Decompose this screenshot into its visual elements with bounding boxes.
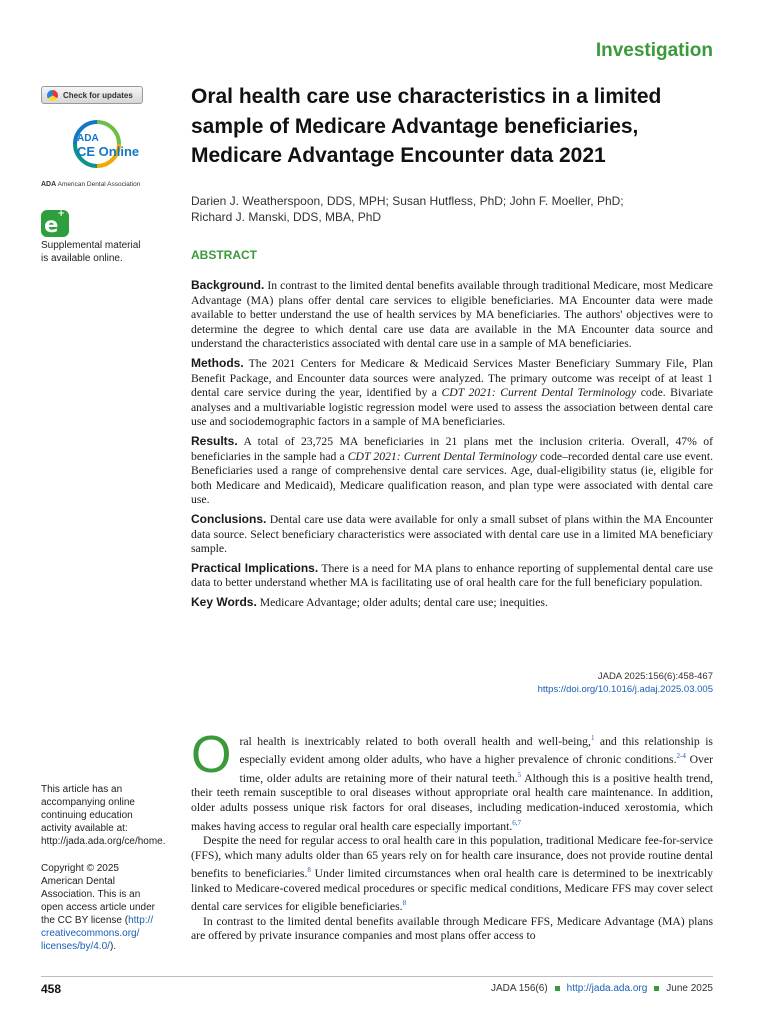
body-text: In contrast to the limited dental benefits available through Medicare FFS, Medicare Advantage (MA) plans are offered by private insurance companies and most plans offer access to: [191, 914, 713, 943]
license-close: ).: [109, 941, 117, 952]
license-link[interactable]: creativecommons.org/: [41, 928, 140, 939]
body-paragraph: [191, 726, 713, 834]
practical-label: Practical Implications.: [191, 560, 319, 575]
conclusions-label: Conclusions.: [191, 511, 267, 526]
abstract: [191, 278, 713, 614]
section-label: Investigation: [595, 40, 713, 61]
supplemental-material-icon[interactable]: [41, 210, 69, 237]
copyright-line: American Dental: [41, 876, 115, 887]
copyright-line: [41, 940, 171, 953]
ada-association-name: American Dental Association: [57, 181, 141, 188]
license-link[interactable]: http://: [128, 915, 154, 926]
bullet-square-icon: [654, 986, 659, 991]
reference-link[interactable]: 5: [517, 770, 522, 779]
copyright-line-text: the CC BY license (: [41, 915, 129, 926]
authors-line: Darien J. Weatherspoon, DDS, MPH; Susan Hutfless, PhD; John F. Moeller, PhD;: [191, 194, 624, 208]
supplemental-line: Supplemental material: [41, 240, 141, 251]
reference-link[interactable]: 1: [590, 734, 595, 742]
results-text-cont: code–recorded dental care use event. Beneficiaries used a range of comprehensive dental care services. Age, dual-eligibility status (ie, eligible for both Medicare and Medicaid), Medicare qualification reason, and plan type were associated with dental care use.: [191, 449, 713, 507]
license-link[interactable]: licenses/by/4.0/: [41, 941, 110, 952]
footer-url-link[interactable]: http://jada.ada.org: [566, 983, 648, 994]
abstract-background: [191, 278, 713, 352]
background-label: Background.: [191, 278, 265, 292]
check-for-updates-button[interactable]: [41, 86, 143, 104]
methods-label: Methods.: [191, 355, 244, 370]
methods-italic: CDT 2021: Current Dental Terminology: [441, 386, 637, 400]
conclusions-text: Dental care use data were available for only a small subset of plans within the MA Encounter data source. Select beneficiary characteristics were associated with dental care use in a limited MA beneficiary sample.: [191, 512, 713, 556]
body-text: Under limited circumstances when oral health care is determined to be inextricably linked to Medicare-covered medical procedures or specific medical conditions, Medicare FFS may cover select dental care services for eligible beneficiaries.: [191, 867, 713, 914]
citation-block: [538, 670, 713, 696]
body-text: and this relationship is especially evident among older adults, who have a higher prevalence of chronic conditions.: [239, 734, 713, 767]
background-text: In contrast to the limited dental benefits available through traditional Medicare, most Medicare Advantage (MA) plans offer dental care services to eligible beneficiaries. MA Encounter data were made available to better understand the use of health services by MA beneficiaries. The authors' objectives were to determine the degree to which dental care use data are available in the MA Encounter data source and understand the characteristics associated with dental care use in a sample of MA beneficiaries.: [191, 279, 713, 351]
drop-cap: O: [191, 726, 232, 784]
copyright-line: Copyright © 2025: [41, 863, 119, 874]
results-label: Results.: [191, 433, 238, 448]
authors-line: Richard J. Manski, DDS, MBA, PhD: [191, 210, 382, 224]
methods-text: The 2021 Centers for Medicare & Medicaid Services Master Beneficiary Summary File, Plan Benefit Package, and Encounter data sources were analyzed. The primary outcome was receipt of at least 1 dental care service during the year, identified by a: [191, 356, 713, 400]
copyright-line: [41, 914, 171, 927]
keywords-label: Key Words.: [191, 594, 257, 609]
ce-activity-note: [41, 783, 171, 848]
article-body: [191, 726, 713, 944]
copyright-note: [41, 862, 171, 953]
footer-date: June 2025: [666, 983, 713, 994]
ce-note-line: This article has an: [41, 784, 123, 795]
results-text: A total of 23,725 MA beneficiaries in 21 plans met the inclusion criteria. Overall, 47% of beneficiaries in the sample had a: [191, 434, 714, 463]
reference-link[interactable]: 6,7: [512, 818, 522, 827]
abstract-keywords: [191, 595, 713, 611]
check-updates-label: Check for updates: [63, 90, 133, 100]
reference-link[interactable]: 8: [402, 899, 407, 908]
journal-reference: JADA 2025:156(6):458-467: [597, 671, 713, 682]
reference-link[interactable]: 8: [307, 866, 311, 875]
ce-note-line: continuing education: [41, 810, 133, 821]
ce-note-line[interactable]: http://jada.ada.org/ce/home.: [41, 836, 166, 847]
author-list: [191, 193, 721, 225]
article-title: Oral health care use characteristics in a limited sample of Medicare Advantage beneficiaries, Medicare Advantage Encounter data 2021: [191, 85, 662, 167]
reference-link[interactable]: 2-4: [676, 752, 686, 761]
supp-icon-letter: e: [44, 213, 59, 237]
bullet-square-icon: [555, 986, 560, 991]
keywords-text: Medicare Advantage; older adults; dental care use; inequities.: [259, 595, 548, 609]
supplemental-line: is available online.: [41, 253, 123, 264]
supplemental-material-note: [41, 239, 156, 265]
results-italic: CDT 2021: Current Dental Terminology: [347, 449, 537, 463]
abstract-heading: ABSTRACT: [191, 248, 257, 262]
body-text: Over time, older adults are retaining more of their natural teeth.: [239, 753, 713, 785]
ada-brand: ADA: [41, 181, 57, 188]
footer-journal-issue: JADA 156(6): [490, 983, 548, 994]
abstract-conclusions: [191, 512, 713, 557]
footer-journal-info: [491, 983, 713, 994]
copyright-line: Association. This is an: [41, 889, 141, 900]
body-text: ral health is inextricably related to both overall health and well-being,: [239, 734, 591, 748]
body-paragraph: [191, 834, 713, 915]
abstract-methods: [191, 356, 713, 430]
body-text: Although this is a positive health trend, their teeth remain susceptible to oral diseases without appropriate oral health care maintenance. In addition, older adults possess unique risk factors for oral diseases, including medication-induced xerostomia, which makes having access to regular oral health care especially important.: [191, 771, 713, 833]
ce-note-line: accompanying online: [41, 797, 135, 808]
abstract-practical: [191, 561, 713, 591]
body-text: Despite the need for regular access to oral health care in this population, traditional Medicare fee-for-service (FFS), which many adults older than 65 years rely on for health care insurance, does not provide routine dental benefits to beneficiaries.: [191, 834, 713, 881]
ada-ce-online-logo[interactable]: [66, 114, 146, 176]
practical-text: There is a need for MA plans to enhance reporting of supplemental dental care use data to better understand whether MA is facilitating use of oral health care for the full beneficiary population.: [191, 561, 713, 590]
ada-association-logo: [41, 181, 140, 188]
supp-icon-plus: +: [57, 209, 65, 219]
methods-text-cont: code. Bivariate analyses and a multivariable logistic regression model were used to assess the association between dental care use and sociodemographic factors in a sample of MA beneficiaries.: [191, 386, 713, 429]
abstract-results: [191, 434, 713, 508]
doi-link[interactable]: https://doi.org/10.1016/j.adaj.2025.03.005: [537, 684, 713, 695]
ce-logo-online: CE Online: [77, 144, 140, 159]
copyright-line: open access article under: [41, 902, 155, 913]
page-number: 458: [41, 982, 62, 996]
check-updates-icon: [47, 90, 58, 101]
ce-logo-ada: ADA: [77, 133, 99, 144]
footer-divider: [41, 976, 713, 977]
body-paragraph: [191, 915, 713, 944]
ce-note-line: activity available at:: [41, 823, 128, 834]
